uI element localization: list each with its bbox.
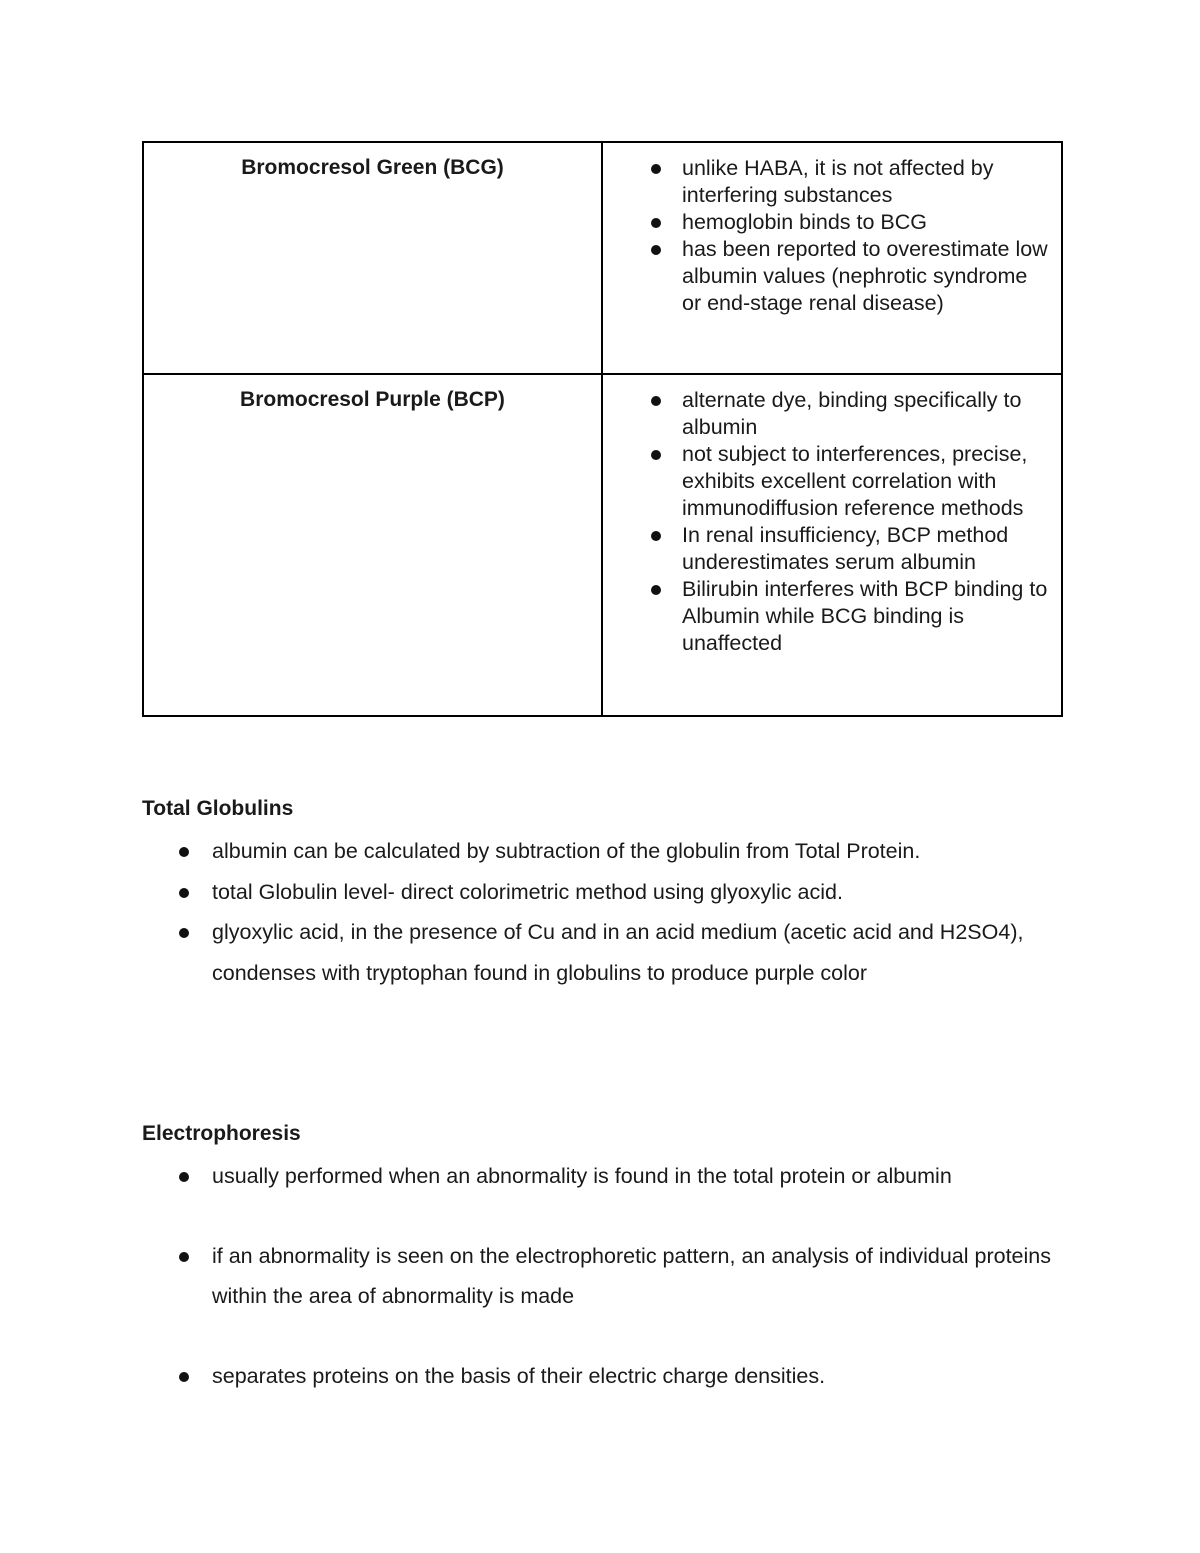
method-notes-list bbox=[603, 155, 1051, 317]
list-item: separates proteins on the basis of their electric charge densities. bbox=[212, 1356, 1062, 1397]
section-heading: Electrophoresis bbox=[142, 1122, 301, 1145]
list-item: In renal insufficiency, BCP method underestimates serum albumin bbox=[682, 522, 1051, 576]
list-item: albumin can be calculated by subtraction of the globulin from Total Protein. bbox=[212, 831, 1062, 872]
table-row bbox=[143, 142, 1062, 374]
albumin-methods-table bbox=[142, 141, 1063, 717]
section-heading: Total Globulins bbox=[142, 797, 294, 820]
total-globulins-list bbox=[142, 831, 1062, 993]
method-name-cell: Bromocresol Green (BCG) bbox=[143, 142, 602, 374]
method-notes-cell bbox=[602, 142, 1062, 374]
list-item: not subject to interferences, precise, exhibits excellent correlation with immunodiffusion reference methods bbox=[682, 441, 1051, 522]
electrophoresis-section bbox=[142, 1121, 1062, 1396]
table-row bbox=[143, 374, 1062, 716]
method-name-cell: Bromocresol Purple (BCP) bbox=[143, 374, 602, 716]
list-item: unlike HABA, it is not affected by interfering substances bbox=[682, 155, 1051, 209]
method-notes-list bbox=[603, 387, 1051, 657]
list-item: if an abnormality is seen on the electrophoretic pattern, an analysis of individual proteins within the area of abnormality is made bbox=[212, 1236, 1062, 1317]
list-item: total Globulin level- direct colorimetric method using glyoxylic acid. bbox=[212, 872, 1062, 913]
electrophoresis-list bbox=[142, 1156, 1062, 1396]
method-notes-cell bbox=[602, 374, 1062, 716]
list-item: alternate dye, binding specifically to albumin bbox=[682, 387, 1051, 441]
list-item: Bilirubin interferes with BCP binding to Albumin while BCG binding is unaffected bbox=[682, 576, 1051, 657]
list-item: usually performed when an abnormality is found in the total protein or albumin bbox=[212, 1156, 1062, 1197]
list-item: glyoxylic acid, in the presence of Cu and in an acid medium (acetic acid and H2SO4), condenses with tryptophan found in globulins to produce purple color bbox=[212, 912, 1062, 993]
total-globulins-section bbox=[142, 796, 1062, 993]
list-item: has been reported to overestimate low albumin values (nephrotic syndrome or end-stage renal disease) bbox=[682, 236, 1051, 317]
list-item: hemoglobin binds to BCG bbox=[682, 209, 1051, 236]
